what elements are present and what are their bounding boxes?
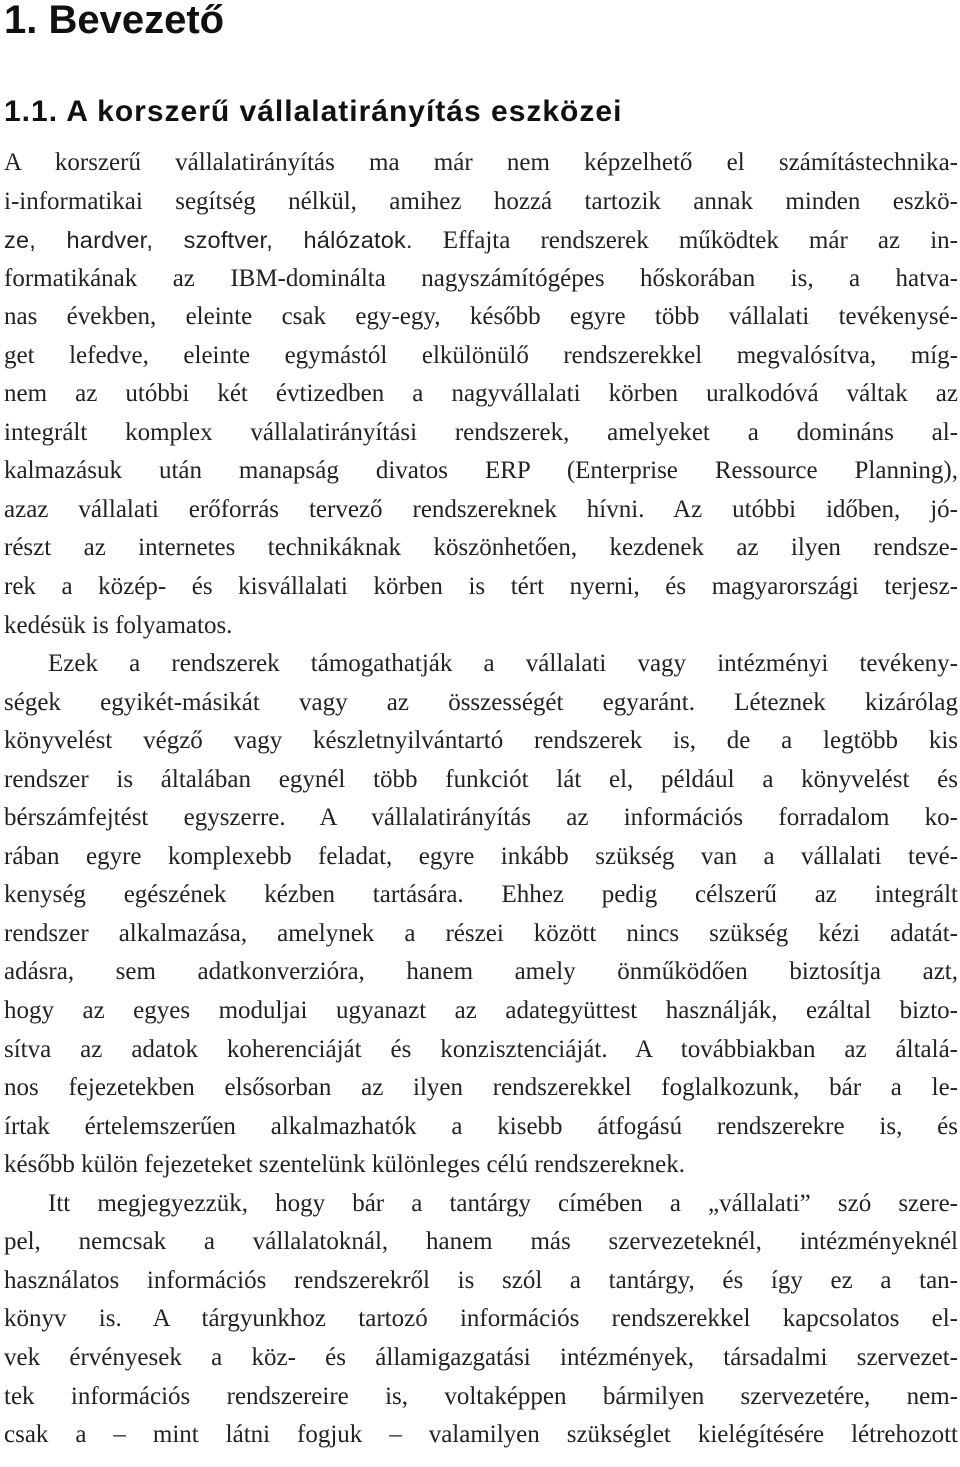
text-line-content: rendszer alkalmazása, amelynek a részei között nincs szükség kézi adatát- [4,919,958,947]
text-line-content: Itt megjegyezzük, hogy bár a tantárgy címében a „vállalati” szó szere- [48,1189,958,1217]
text-line-content: bérszámfejtést egyszerre. A vállalatirányítás az információs forradalom ko- [4,804,958,832]
text-line [4,607,958,646]
text-line-content: írtak értelemszerűen alkalmazhatók a kisebb átfogású rendszerekre is, és [4,1112,958,1140]
text-line-content: részt az internetes technikáknak köszönhetően, kezdenek az ilyen rendsze- [4,534,958,562]
text-line-content: csak a – mint látni fogjuk – valamilyen szükséglet kielégítésére létrehozott [4,1421,958,1449]
text-line [4,1069,958,1108]
text-line-content: get lefedve, eleinte egymástól elkülönülő rendszerekkel megvalósítva, míg- [4,341,958,369]
text-line-content: rában egyre komplexebb feladat, egyre inkább szükség van a vállalati tevé- [4,842,958,870]
text-line-content: kedésük is folyamatos. [4,611,233,639]
text-line [4,1185,958,1224]
text-line [4,260,958,299]
text-line [4,298,958,337]
text-line [4,183,958,222]
text-line [4,221,958,260]
text-line-content: Effajta rendszerek működtek már az in- [412,227,958,255]
section-title: 1.1. A korszerű vállalatirányítás eszközei [4,95,623,128]
text-line [4,645,958,684]
text-line-content: hogy az egyes moduljai ugyanazt az adategyüttest használják, ezáltal bizto- [4,997,958,1025]
text-line [4,1223,958,1262]
text-line-content: adásra, sem adatkonverzióra, hanem amely önműködően biztosítja azt, [4,958,958,986]
text-line-content: nos fejezetekben elsősorban az ilyen rendszerekkel foglalkozunk, bár a le- [4,1074,958,1102]
chapter-title: 1. Bevezető [4,0,225,42]
text-line [4,1031,958,1070]
text-line-content: formatikának az IBM-dominálta nagyszámítógépes hőskorában is, a hatva- [4,264,958,292]
text-line-content: később külön fejezeteket szentelünk különleges célú rendszereknek. [4,1151,685,1179]
text-line-content: sítva az adatok koherenciáját és konzisztenciáját. A továbbiakban az általá- [4,1035,958,1063]
text-line-content: rek a közép- és kisvállalati körben is tért nyerni, és magyarországi terjesz- [4,573,958,601]
text-line [4,915,958,954]
text-line [4,1262,958,1301]
text-line [4,761,958,800]
text-line [4,953,958,992]
text-line-content: vek érvényesek a köz- és államigazgatási intézmények, társadalmi szervezet- [4,1343,958,1371]
body-text [4,144,958,1455]
text-line-content: könyv is. A tárgyunkhoz tartozó információs rendszerekkel kapcsolatos el- [4,1305,958,1333]
text-line [4,722,958,761]
text-line [4,414,958,453]
text-line [4,1416,958,1455]
text-line-content: tek információs rendszereire is, voltaképpen bármilyen szervezetére, nem- [4,1382,958,1410]
text-line [4,1146,958,1185]
text-line [4,684,958,723]
text-line [4,491,958,530]
text-line-content: kalmazásuk után manapság divatos ERP (Enterprise Ressource Planning), [4,457,958,485]
text-line [4,375,958,414]
text-line-content: nas években, eleinte csak egy-egy, később egyre több vállalati tevékenysé- [4,303,958,331]
text-line-content: A korszerű vállalatirányítás ma már nem képzelhető el számítástechnika- [4,149,958,176]
text-line-content: Ezek a rendszerek támogathatják a vállalati vagy intézményi tevékeny- [48,650,958,678]
text-line [4,799,958,838]
text-line-content: azaz vállalati erőforrás tervező rendszereknek hívni. Az utóbbi időben, jó- [4,495,958,523]
text-line [4,838,958,877]
text-line-content: ségek egyikét-másikát vagy az összességét egyaránt. Léteznek kizárólag [4,688,958,716]
text-line [4,568,958,607]
text-line-content: i-informatikai segítség nélkül, amihez hozzá tartozik annak minden eszkö- [4,187,958,215]
text-line-content: kenység egészének kézben tartására. Ehhez pedig célszerű az integrált [4,881,958,909]
text-line [4,1339,958,1378]
text-line [4,876,958,915]
text-line [4,1378,958,1417]
text-line [4,144,958,183]
text-line [4,452,958,491]
text-line-content: könyvelést végző vagy készletnyilvántartó rendszerek is, de a legtöbb kis [4,727,958,755]
text-line-content: használatos információs rendszerekről is szól a tantárgy, és így ez a tan- [4,1266,958,1294]
text-line-content: rendszer is általában egynél több funkciót lát el, például a könyvelést és [4,765,958,793]
text-line-content: nem az utóbbi két évtizedben a nagyvállalati körben uralkodóvá váltak az [4,380,958,408]
text-line-content: pel, nemcsak a vállalatoknál, hanem más szervezeteknél, intézményeknél [4,1228,958,1256]
text-line [4,1300,958,1339]
text-line-content: integrált komplex vállalatirányítási rendszerek, amelyeket a domináns al- [4,418,958,446]
text-line-sans-part: ze, hardver, szoftver, hálózatok. [4,227,413,254]
text-line [4,337,958,376]
text-line [4,529,958,568]
text-line [4,1108,958,1147]
text-line [4,992,958,1031]
